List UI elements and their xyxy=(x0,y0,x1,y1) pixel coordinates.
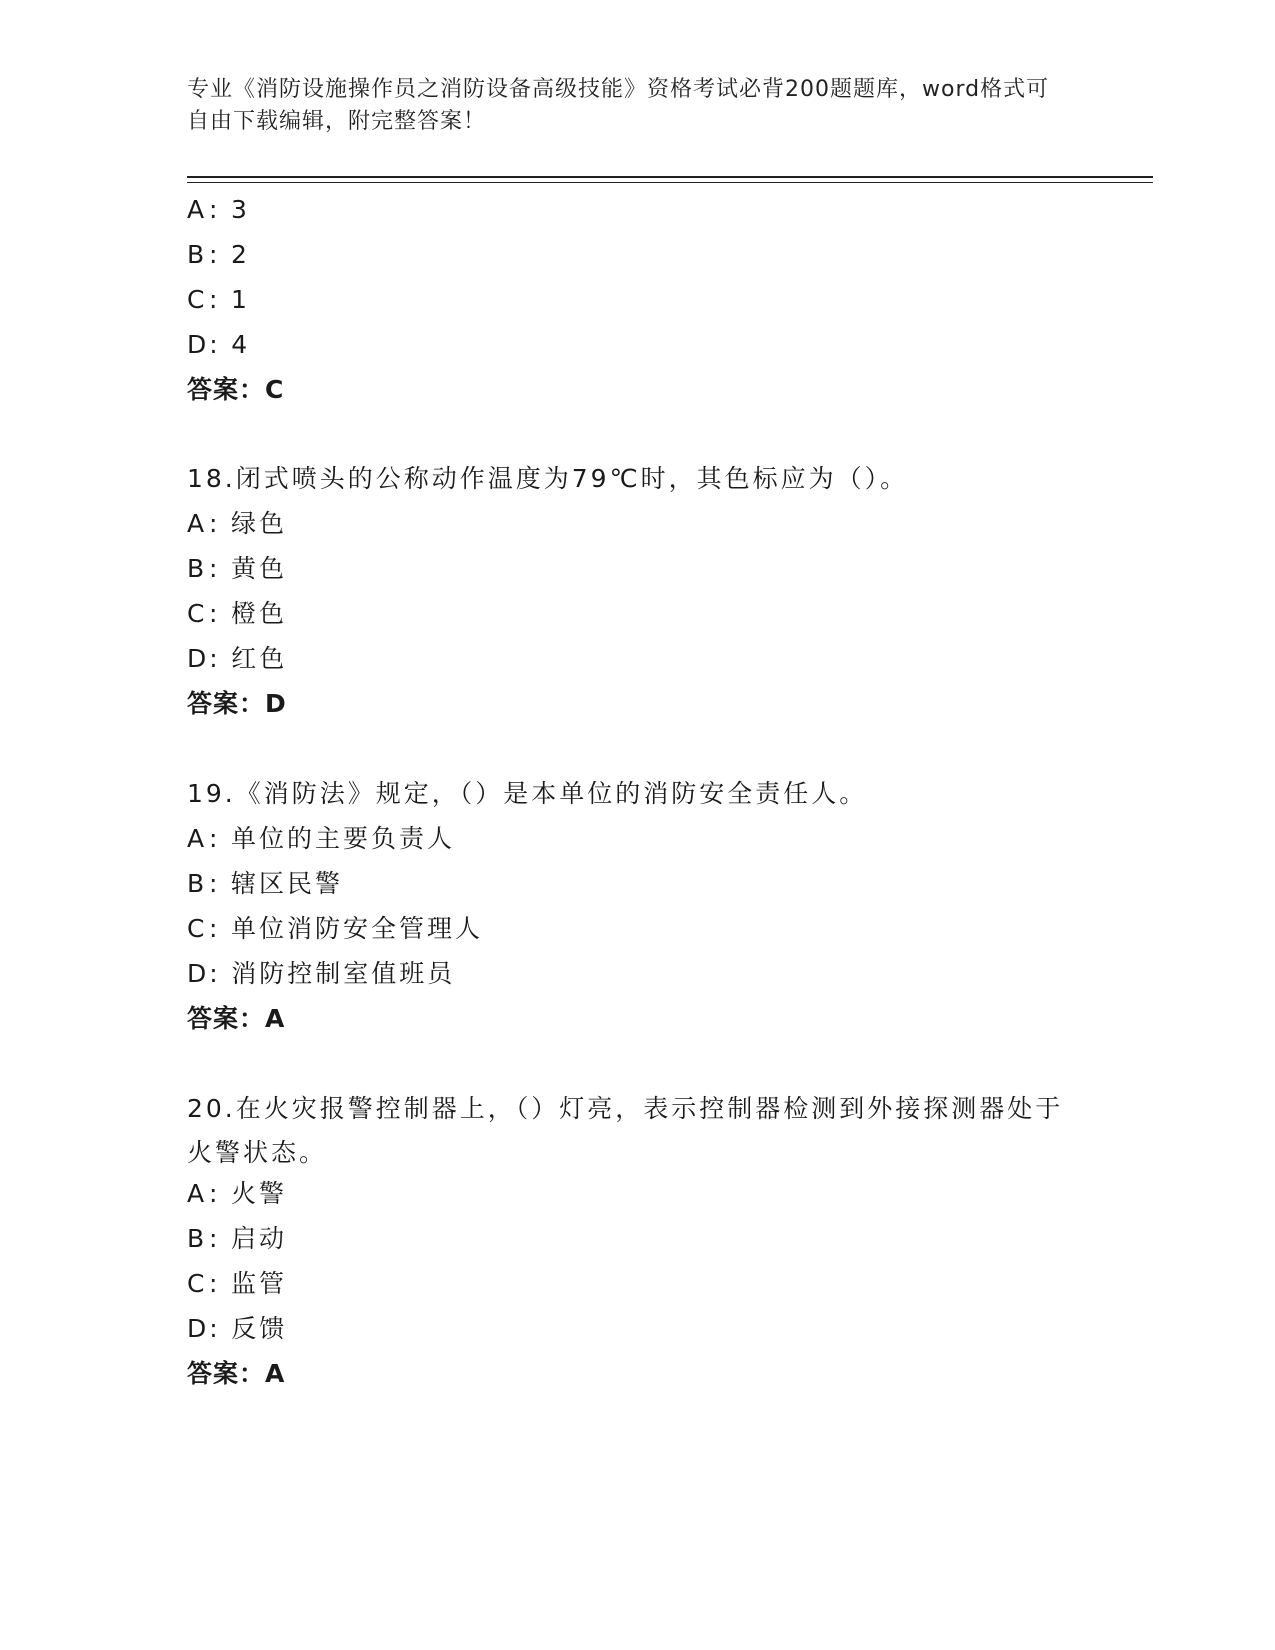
q19-option-d: D: 消防控制室值班员 xyxy=(187,959,456,988)
q18-option-b: B: 黄色 xyxy=(187,554,288,583)
q18-option-d: D: 红色 xyxy=(187,644,288,673)
document-header: 专业《消防设施操作员之消防设备高级技能》资格考试必背200题题库，word格式可自由下载编辑，附完整答案！ xyxy=(187,77,1050,134)
q19-option-c: C: 单位消防安全管理人 xyxy=(187,914,484,943)
q20-option-d: D: 反馈 xyxy=(187,1314,288,1343)
q19-question: 19.《消防法》规定，（）是本单位的消防安全责任人。 xyxy=(187,779,868,808)
q20-answer: 答案：A xyxy=(187,1359,286,1388)
q17-answer: 答案：C xyxy=(187,375,285,404)
q18-question: 18.闭式喷头的公称动作温度为79℃时，其色标应为（）。 xyxy=(187,464,909,493)
q17-option-a: A: 3 xyxy=(187,195,250,224)
q20-option-c: C: 监管 xyxy=(187,1269,288,1298)
q20-option-a: A: 火警 xyxy=(187,1179,288,1208)
q17-option-d: D: 4 xyxy=(187,330,251,359)
q18-option-a: A: 绿色 xyxy=(187,509,288,538)
q20-option-b: B: 启动 xyxy=(187,1224,288,1253)
q19-answer: 答案：A xyxy=(187,1004,286,1033)
q20-question: 20.在火灾报警控制器上，（）灯亮，表示控制器检测到外接探测器处于火警状态。 xyxy=(187,1094,1064,1167)
q19-option-a: A: 单位的主要负责人 xyxy=(187,824,456,853)
q17-option-b: B: 2 xyxy=(187,240,250,269)
header-divider-thin xyxy=(187,182,1153,183)
q18-answer: 答案：D xyxy=(187,689,287,718)
q18-option-c: C: 橙色 xyxy=(187,599,288,628)
q19-option-b: B: 辖区民警 xyxy=(187,869,344,898)
q17-option-c: C: 1 xyxy=(187,285,250,314)
header-divider xyxy=(187,176,1153,178)
